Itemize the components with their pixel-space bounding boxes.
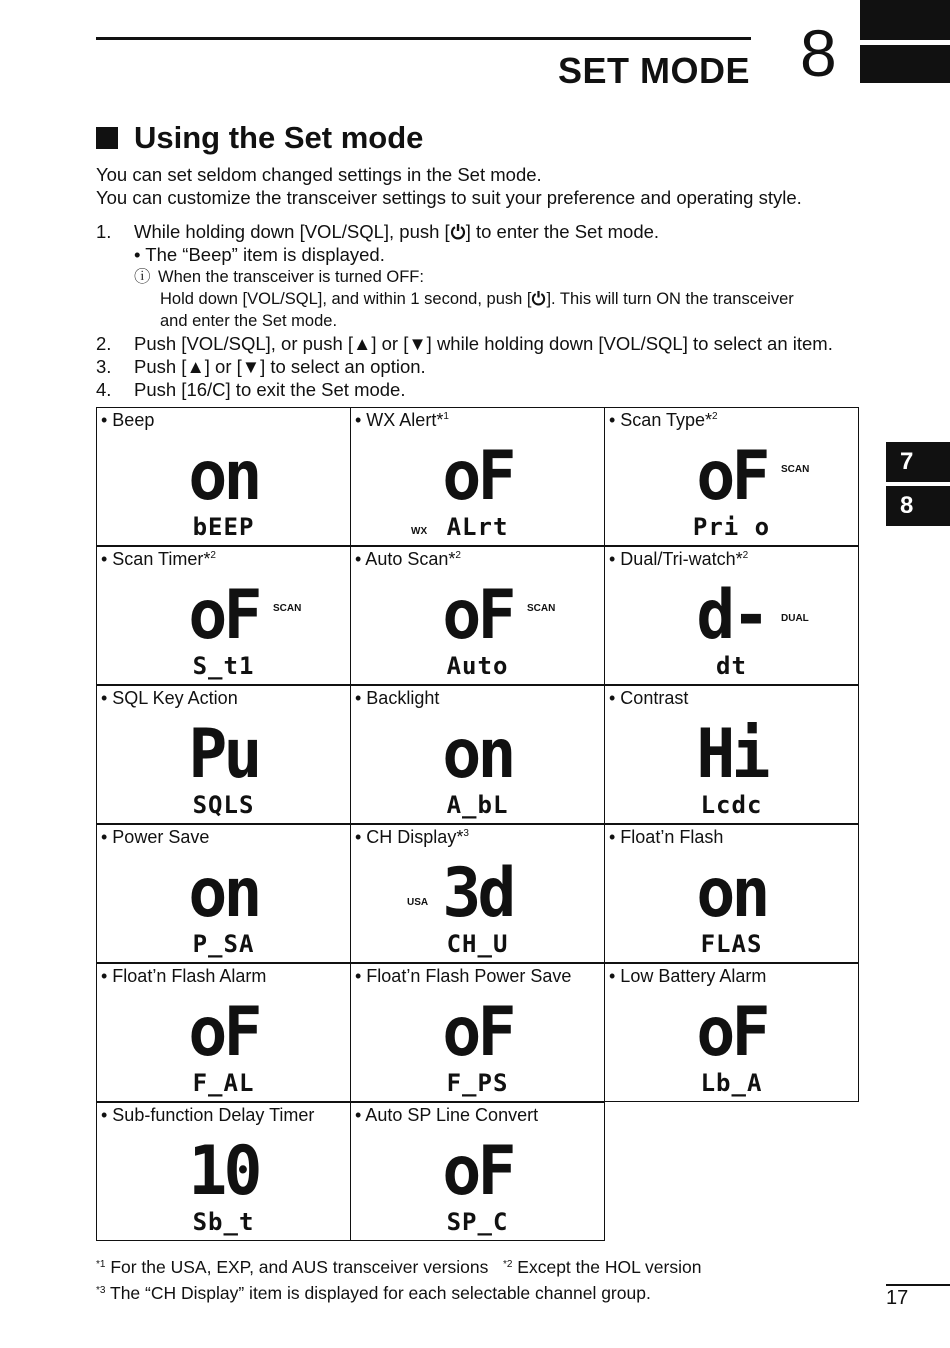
setting-label: • Power Save (101, 827, 210, 847)
footnote-mark: *2 (502, 1259, 513, 1270)
setting-item (350, 546, 605, 685)
lcd-main-readout: oF (188, 576, 259, 655)
lcd-main-readout: oF (696, 993, 767, 1072)
lcd-sub-readout: bEEP (192, 513, 255, 541)
power-icon (531, 290, 546, 306)
steps-list (96, 220, 876, 401)
setting-item (96, 685, 351, 824)
setting-item (96, 963, 351, 1102)
setting-label: • Contrast (609, 688, 689, 708)
step-number: 4. (96, 379, 112, 400)
step-3 (96, 355, 876, 378)
info-icon: ⓘ (134, 268, 151, 286)
lcd-indicator: DUAL (781, 613, 809, 624)
lcd-main-readout: oF (442, 993, 513, 1072)
lcd-main-readout: oF (696, 437, 767, 516)
footnote-line-1 (96, 1253, 701, 1279)
intro-line: You can set seldom changed settings in the Set mode. (96, 164, 542, 185)
note-text: When the transceiver is turned OFF: (158, 268, 424, 286)
lcd-main-readout: on (188, 854, 259, 933)
setting-item (604, 407, 859, 546)
step-text: While holding down [VOL/SQL], push [ ] to enter the Set mode. (134, 221, 660, 242)
setting-item (96, 1102, 351, 1241)
lcd-indicator: WX (411, 526, 428, 537)
lcd-main-readout: d- (696, 576, 767, 655)
setting-item (350, 685, 605, 824)
step-2 (96, 332, 876, 355)
section-heading (96, 120, 423, 156)
lcd-main-readout: oF (442, 437, 513, 516)
lcd-sub-readout: A_bL (446, 791, 509, 819)
setting-item (350, 824, 605, 963)
lcd-main-readout: 10 (188, 1132, 259, 1211)
setting-item (96, 546, 351, 685)
footnote-ref: 2 (742, 550, 749, 561)
setting-label: • Auto Scan*$^2$ (355, 549, 461, 569)
setting-label: • Float’n Flash (609, 827, 724, 847)
header-tab-bar-top (860, 0, 950, 40)
setting-item (96, 824, 351, 963)
lcd-main-readout: on (696, 854, 767, 933)
lcd-main-readout: 3d (442, 854, 513, 933)
step-text: Push [▲] or [▼] to select an option. (134, 356, 426, 377)
footnote-ref: 2 (712, 411, 718, 422)
side-tab-chapter-7[interactable]: 7 (886, 442, 950, 482)
lcd-sub-readout: F_PS (446, 1069, 509, 1097)
setting-label: • Float’n Flash Alarm (101, 966, 267, 986)
setting-label: • Dual/Tri-watch*$^2$ (609, 549, 749, 569)
lcd-sub-readout: Lcdc (700, 791, 763, 819)
setting-item (604, 546, 859, 685)
setting-label: • Backlight (355, 688, 440, 708)
lcd-sub-readout: FLAS (700, 930, 763, 958)
setting-label: • WX Alert*$^1$ (355, 410, 449, 430)
step-1-note (96, 266, 876, 288)
lcd-indicator: SCAN (273, 603, 302, 614)
footnotes (96, 1253, 701, 1305)
setting-label: • Scan Type*$^2$ (609, 410, 718, 430)
chapter-number: 8 (800, 16, 837, 90)
step-number: 3. (96, 356, 112, 377)
lcd-main-readout: Pu (188, 715, 259, 794)
lcd-sub-readout: SQLS (192, 791, 255, 819)
setting-item (604, 685, 859, 824)
step-text: Push [VOL/SQL], or push [▲] or [▼] while holding down [VOL/SQL] to select an item. (134, 333, 833, 354)
lcd-main-readout: oF (442, 1132, 513, 1211)
setting-label: • Low Battery Alarm (609, 966, 767, 986)
footnote-ref: 1 (443, 411, 449, 422)
intro-line: You can customize the transceiver settings to suit your preference and operating style. (96, 187, 802, 208)
lcd-main-readout: oF (442, 576, 513, 655)
lcd-sub-readout: Auto (446, 652, 509, 680)
lcd-sub-readout: Lb_A (700, 1069, 763, 1097)
setting-item (604, 963, 859, 1102)
setting-item (350, 963, 605, 1102)
lcd-indicator: SCAN (527, 603, 556, 614)
page-number-rule (886, 1284, 950, 1286)
footnote-ref: 3 (463, 828, 469, 839)
setting-label: • Auto SP Line Convert (355, 1105, 539, 1125)
lcd-sub-readout: Pri o (692, 513, 771, 541)
footnote-text: For the USA, EXP, and AUS transceiver versions (105, 1257, 489, 1277)
lcd-sub-readout: Sb_t (192, 1208, 255, 1236)
setting-label: • Float’n Flash Power Save (355, 966, 572, 986)
setting-label: • Scan Timer*$^2$ (101, 549, 216, 569)
lcd-sub-readout: F_AL (192, 1069, 255, 1097)
intro-text (96, 163, 802, 209)
lcd-sub-readout: P_SA (192, 930, 255, 958)
header-tab-bar-mid (860, 45, 950, 83)
footnote-text: Except the HOL version (512, 1257, 702, 1277)
lcd-sub-readout: ALrt (446, 513, 509, 541)
setting-item (350, 407, 605, 546)
lcd-sub-readout: S_t1 (192, 652, 255, 680)
setting-label: • Sub-function Delay Timer (101, 1105, 315, 1125)
footnote-line-2 (96, 1279, 701, 1305)
setting-label: • SQL Key Action (101, 688, 238, 708)
note-body: Hold down [VOL/SQL], and within 1 second, push [ ]. This will turn ON the transceiver (160, 290, 794, 308)
lcd-main-readout: oF (188, 993, 259, 1072)
footnote-mark: *3 (96, 1285, 106, 1296)
step-text: Push [16/C] to exit the Set mode. (134, 379, 406, 400)
lcd-main-readout: on (188, 437, 259, 516)
side-tab-chapter-8[interactable]: 8 (886, 486, 950, 526)
step-number: 1. (96, 221, 112, 242)
footnote-ref: 2 (210, 550, 216, 561)
footnote-ref: 2 (455, 550, 461, 561)
chapter-title: SET MODE (557, 50, 750, 91)
step-4 (96, 378, 876, 401)
note-body-cont: and enter the Set mode. (160, 312, 338, 330)
setting-label: • CH Display*$^3$ (355, 827, 469, 847)
step-1-sub: • The “Beep” item is displayed. (134, 244, 385, 265)
footnote-mark: *1 (96, 1259, 106, 1270)
footnote-text: The “CH Display” item is displayed for each selectable channel group. (105, 1283, 651, 1303)
lcd-sub-readout: CH_U (446, 930, 509, 958)
header-rule (96, 37, 751, 40)
setting-item (350, 1102, 605, 1241)
lcd-indicator: SCAN (781, 464, 810, 475)
step-number: 2. (96, 333, 112, 354)
square-bullet-icon (96, 127, 118, 149)
step-1 (96, 220, 876, 243)
setting-item (96, 407, 351, 546)
setting-item (604, 824, 859, 963)
lcd-sub-readout: SP_C (446, 1208, 509, 1236)
setting-label: • Beep (101, 410, 155, 430)
section-heading-text: Using the Set mode (134, 120, 424, 155)
power-icon (450, 223, 466, 240)
lcd-main-readout: on (442, 715, 513, 794)
lcd-sub-readout: dt (716, 652, 747, 680)
lcd-indicator: USA (407, 897, 429, 908)
lcd-main-readout: Hi (696, 715, 767, 794)
page-number: 17 (886, 1287, 909, 1309)
